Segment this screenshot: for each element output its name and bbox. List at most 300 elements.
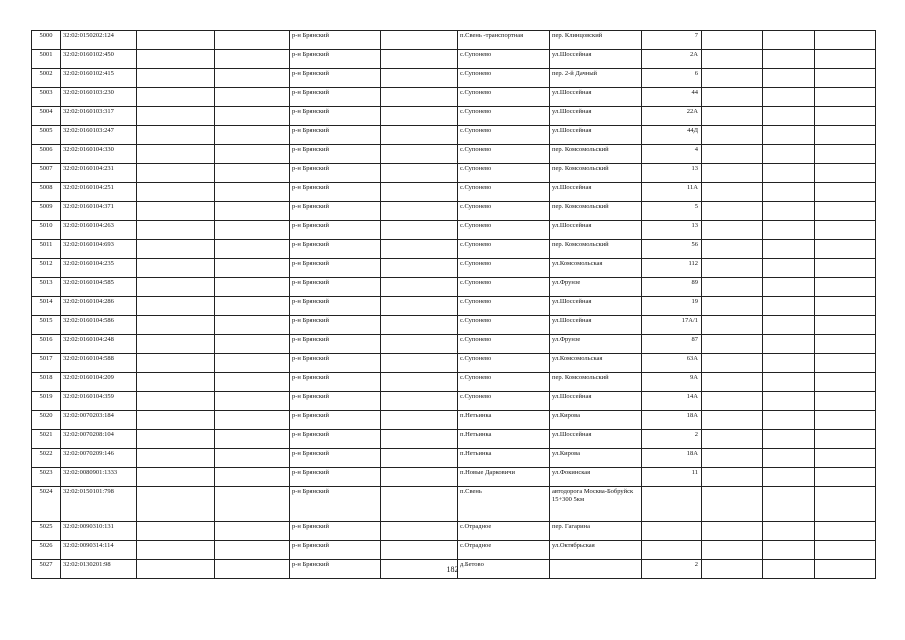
cadastral-number-cell: 32:02:0160102:450 bbox=[61, 50, 137, 69]
locality-cell: с.Супонево bbox=[458, 278, 550, 297]
empty-cell bbox=[763, 31, 815, 50]
empty-cell bbox=[137, 278, 215, 297]
row-number-cell: 5013 bbox=[32, 278, 61, 297]
house-number-cell: 89 bbox=[642, 278, 702, 297]
cadastral-number-cell: 32:02:0160104:585 bbox=[61, 278, 137, 297]
empty-cell bbox=[381, 202, 458, 221]
district-cell: р-н Брянский bbox=[290, 541, 381, 560]
row-number-cell: 5002 bbox=[32, 69, 61, 88]
cadastral-number-cell: 32:02:0070209:146 bbox=[61, 449, 137, 468]
locality-cell: с.Супонево bbox=[458, 202, 550, 221]
street-cell: ул.Шоссейная bbox=[550, 392, 642, 411]
house-number-cell bbox=[642, 522, 702, 541]
locality-cell: с.Супонево bbox=[458, 297, 550, 316]
cadastral-number-cell: 32:02:0160103:247 bbox=[61, 126, 137, 145]
empty-cell bbox=[137, 126, 215, 145]
street-cell: ул.Фрунзе bbox=[550, 335, 642, 354]
empty-cell bbox=[137, 541, 215, 560]
street-cell: ул.Шоссейная bbox=[550, 297, 642, 316]
empty-cell bbox=[381, 373, 458, 392]
cadastral-number-cell: 32:02:0160104:371 bbox=[61, 202, 137, 221]
empty-cell bbox=[137, 183, 215, 202]
row-number-cell: 5026 bbox=[32, 541, 61, 560]
row-number-cell: 5001 bbox=[32, 50, 61, 69]
row-number-cell: 5025 bbox=[32, 522, 61, 541]
house-number-cell: 87 bbox=[642, 335, 702, 354]
locality-cell: с.Супонево bbox=[458, 88, 550, 107]
cadastral-number-cell: 32:02:0160104:588 bbox=[61, 354, 137, 373]
row-number-cell: 5008 bbox=[32, 183, 61, 202]
empty-cell bbox=[763, 297, 815, 316]
street-cell: ул.Кирова bbox=[550, 411, 642, 430]
district-cell: р-н Брянский bbox=[290, 164, 381, 183]
street-cell: ул.Комсомольская bbox=[550, 354, 642, 373]
empty-cell bbox=[815, 221, 876, 240]
locality-cell: п.Нетьинка bbox=[458, 449, 550, 468]
empty-cell bbox=[702, 335, 763, 354]
empty-cell bbox=[702, 240, 763, 259]
row-number-cell: 5007 bbox=[32, 164, 61, 183]
locality-cell: с.Супонево bbox=[458, 183, 550, 202]
empty-cell bbox=[215, 278, 290, 297]
district-cell: р-н Брянский bbox=[290, 354, 381, 373]
empty-cell bbox=[815, 202, 876, 221]
cadastral-number-cell: 32:02:0160104:586 bbox=[61, 316, 137, 335]
empty-cell bbox=[702, 487, 763, 522]
street-cell: ул.Шоссейная bbox=[550, 316, 642, 335]
empty-cell bbox=[137, 468, 215, 487]
empty-cell bbox=[815, 468, 876, 487]
locality-cell: п.Нетьинка bbox=[458, 411, 550, 430]
empty-cell bbox=[137, 221, 215, 240]
district-cell: р-н Брянский bbox=[290, 31, 381, 50]
cadastral-number-cell: 32:02:0160104:263 bbox=[61, 221, 137, 240]
empty-cell bbox=[215, 183, 290, 202]
empty-cell bbox=[381, 164, 458, 183]
house-number-cell: 17А/1 bbox=[642, 316, 702, 335]
street-cell: пер. Комсомольский bbox=[550, 145, 642, 164]
empty-cell bbox=[702, 164, 763, 183]
street-cell: пер. 2-й Дачный bbox=[550, 69, 642, 88]
empty-cell bbox=[381, 316, 458, 335]
row-number-cell: 5014 bbox=[32, 297, 61, 316]
locality-cell: д.Бетово bbox=[458, 560, 550, 579]
district-cell: р-н Брянский bbox=[290, 373, 381, 392]
empty-cell bbox=[815, 145, 876, 164]
district-cell: р-н Брянский bbox=[290, 221, 381, 240]
locality-cell: с.Отрадное bbox=[458, 541, 550, 560]
row-number-cell: 5006 bbox=[32, 145, 61, 164]
empty-cell bbox=[215, 164, 290, 183]
empty-cell bbox=[702, 183, 763, 202]
house-number-cell: 112 bbox=[642, 259, 702, 278]
empty-cell bbox=[215, 354, 290, 373]
row-number-cell: 5019 bbox=[32, 392, 61, 411]
house-number-cell: 63А bbox=[642, 354, 702, 373]
empty-cell bbox=[215, 449, 290, 468]
empty-cell bbox=[763, 164, 815, 183]
street-cell: ул.Шоссейная bbox=[550, 126, 642, 145]
empty-cell bbox=[215, 468, 290, 487]
district-cell: р-н Брянский bbox=[290, 468, 381, 487]
district-cell: р-н Брянский bbox=[290, 278, 381, 297]
street-cell: ул.Шоссейная bbox=[550, 107, 642, 126]
empty-cell bbox=[763, 449, 815, 468]
district-cell: р-н Брянский bbox=[290, 126, 381, 145]
table-row bbox=[32, 430, 876, 449]
table-row bbox=[32, 221, 876, 240]
district-cell: р-н Брянский bbox=[290, 335, 381, 354]
district-cell: р-н Брянский bbox=[290, 297, 381, 316]
empty-cell bbox=[702, 411, 763, 430]
house-number-cell: 14А bbox=[642, 392, 702, 411]
district-cell: р-н Брянский bbox=[290, 145, 381, 164]
empty-cell bbox=[215, 240, 290, 259]
cadastral-number-cell: 32:02:0160104:359 bbox=[61, 392, 137, 411]
empty-cell bbox=[137, 522, 215, 541]
empty-cell bbox=[381, 126, 458, 145]
street-cell: пер. Гагарина bbox=[550, 522, 642, 541]
locality-cell: с.Супонево bbox=[458, 259, 550, 278]
locality-cell: с.Супонево bbox=[458, 145, 550, 164]
table-row bbox=[32, 449, 876, 468]
empty-cell bbox=[215, 69, 290, 88]
row-number-cell: 5012 bbox=[32, 259, 61, 278]
cadastral-number-cell: 32:02:0160104:286 bbox=[61, 297, 137, 316]
empty-cell bbox=[815, 50, 876, 69]
empty-cell bbox=[702, 278, 763, 297]
empty-cell bbox=[137, 145, 215, 164]
table-row bbox=[32, 126, 876, 145]
street-cell: ул.Шоссейная bbox=[550, 430, 642, 449]
row-number-cell: 5009 bbox=[32, 202, 61, 221]
empty-cell bbox=[763, 354, 815, 373]
empty-cell bbox=[702, 31, 763, 50]
empty-cell bbox=[763, 107, 815, 126]
empty-cell bbox=[815, 88, 876, 107]
locality-cell: с.Супонево bbox=[458, 69, 550, 88]
empty-cell bbox=[215, 373, 290, 392]
house-number-cell: 4 bbox=[642, 145, 702, 164]
empty-cell bbox=[381, 221, 458, 240]
district-cell: р-н Брянский bbox=[290, 107, 381, 126]
empty-cell bbox=[815, 297, 876, 316]
table-row bbox=[32, 392, 876, 411]
empty-cell bbox=[215, 487, 290, 522]
locality-cell: с.Супонево bbox=[458, 50, 550, 69]
empty-cell bbox=[702, 88, 763, 107]
row-number-cell: 5000 bbox=[32, 31, 61, 50]
street-cell: пер. Клинцовский bbox=[550, 31, 642, 50]
empty-cell bbox=[137, 31, 215, 50]
empty-cell bbox=[815, 373, 876, 392]
cadastral-number-cell: 32:02:0160104:235 bbox=[61, 259, 137, 278]
empty-cell bbox=[137, 107, 215, 126]
street-cell: ул.Октябрьская bbox=[550, 541, 642, 560]
house-number-cell: 13 bbox=[642, 221, 702, 240]
street-cell: ул.Шоссейная bbox=[550, 88, 642, 107]
empty-cell bbox=[137, 392, 215, 411]
empty-cell bbox=[815, 522, 876, 541]
empty-cell bbox=[137, 240, 215, 259]
table-row bbox=[32, 202, 876, 221]
empty-cell bbox=[763, 335, 815, 354]
empty-cell bbox=[137, 373, 215, 392]
empty-cell bbox=[815, 335, 876, 354]
row-number-cell: 5011 bbox=[32, 240, 61, 259]
street-cell: ул.Шоссейная bbox=[550, 50, 642, 69]
cadastral-number-cell: 32:02:0160104:330 bbox=[61, 145, 137, 164]
table-row bbox=[32, 373, 876, 392]
empty-cell bbox=[137, 202, 215, 221]
empty-cell bbox=[815, 316, 876, 335]
table-row bbox=[32, 297, 876, 316]
house-number-cell: 7 bbox=[642, 31, 702, 50]
empty-cell bbox=[381, 88, 458, 107]
house-number-cell: 9А bbox=[642, 373, 702, 392]
empty-cell bbox=[763, 373, 815, 392]
empty-cell bbox=[381, 107, 458, 126]
cadastral-number-cell: 32:02:0160102:415 bbox=[61, 69, 137, 88]
empty-cell bbox=[381, 50, 458, 69]
house-number-cell bbox=[642, 487, 702, 522]
empty-cell bbox=[137, 354, 215, 373]
row-number-cell: 5023 bbox=[32, 468, 61, 487]
empty-cell bbox=[381, 297, 458, 316]
empty-cell bbox=[702, 69, 763, 88]
house-number-cell: 2 bbox=[642, 560, 702, 579]
empty-cell bbox=[815, 69, 876, 88]
empty-cell bbox=[763, 468, 815, 487]
district-cell: р-н Брянский bbox=[290, 487, 381, 522]
empty-cell bbox=[702, 297, 763, 316]
district-cell: р-н Брянский bbox=[290, 392, 381, 411]
table-row bbox=[32, 316, 876, 335]
cadastral-number-cell: 32:02:0080901:1333 bbox=[61, 468, 137, 487]
street-cell: пер. Комсомольский bbox=[550, 240, 642, 259]
empty-cell bbox=[815, 430, 876, 449]
cadastral-number-cell: 32:02:0090310:131 bbox=[61, 522, 137, 541]
empty-cell bbox=[702, 107, 763, 126]
house-number-cell bbox=[642, 541, 702, 560]
empty-cell bbox=[815, 392, 876, 411]
empty-cell bbox=[215, 259, 290, 278]
empty-cell bbox=[815, 541, 876, 560]
street-cell: ул.Комсомольская bbox=[550, 259, 642, 278]
empty-cell bbox=[763, 522, 815, 541]
empty-cell bbox=[381, 240, 458, 259]
empty-cell bbox=[815, 240, 876, 259]
table-row bbox=[32, 145, 876, 164]
street-cell: пер. Комсомольский bbox=[550, 373, 642, 392]
table-row bbox=[32, 183, 876, 202]
house-number-cell: 19 bbox=[642, 297, 702, 316]
empty-cell bbox=[381, 31, 458, 50]
row-number-cell: 5004 bbox=[32, 107, 61, 126]
empty-cell bbox=[763, 126, 815, 145]
cadastral-number-cell: 32:02:0150101:798 bbox=[61, 487, 137, 522]
empty-cell bbox=[381, 259, 458, 278]
cadastral-number-cell: 32:02:0160104:248 bbox=[61, 335, 137, 354]
empty-cell bbox=[215, 202, 290, 221]
empty-cell bbox=[702, 202, 763, 221]
cadastral-number-cell: 32:02:0160104:251 bbox=[61, 183, 137, 202]
empty-cell bbox=[763, 240, 815, 259]
cadastral-number-cell: 32:02:0160104:209 bbox=[61, 373, 137, 392]
district-cell: р-н Брянский bbox=[290, 522, 381, 541]
locality-cell: с.Супонево bbox=[458, 354, 550, 373]
row-number-cell: 5020 bbox=[32, 411, 61, 430]
empty-cell bbox=[137, 335, 215, 354]
locality-cell: с.Отрадное bbox=[458, 522, 550, 541]
empty-cell bbox=[702, 126, 763, 145]
street-cell: ул.Шоссейная bbox=[550, 221, 642, 240]
empty-cell bbox=[215, 297, 290, 316]
house-number-cell: 5 bbox=[642, 202, 702, 221]
empty-cell bbox=[702, 392, 763, 411]
empty-cell bbox=[381, 411, 458, 430]
empty-cell bbox=[381, 335, 458, 354]
district-cell: р-н Брянский bbox=[290, 183, 381, 202]
table-row bbox=[32, 164, 876, 183]
empty-cell bbox=[215, 107, 290, 126]
empty-cell bbox=[763, 145, 815, 164]
district-cell: р-н Брянский bbox=[290, 240, 381, 259]
cadastral-number-cell: 32:02:0160104:693 bbox=[61, 240, 137, 259]
empty-cell bbox=[381, 468, 458, 487]
empty-cell bbox=[815, 354, 876, 373]
empty-cell bbox=[702, 354, 763, 373]
empty-cell bbox=[815, 107, 876, 126]
locality-cell: с.Супонево bbox=[458, 126, 550, 145]
empty-cell bbox=[215, 316, 290, 335]
locality-cell: с.Супонево bbox=[458, 164, 550, 183]
empty-cell bbox=[381, 69, 458, 88]
empty-cell bbox=[702, 221, 763, 240]
empty-cell bbox=[215, 392, 290, 411]
empty-cell bbox=[763, 392, 815, 411]
locality-cell: с.Супонево bbox=[458, 392, 550, 411]
page-number: 182 bbox=[446, 565, 459, 574]
street-cell: ул.Фокинская bbox=[550, 468, 642, 487]
table-row bbox=[32, 468, 876, 487]
empty-cell bbox=[137, 449, 215, 468]
locality-cell: п.Свень -транспортная bbox=[458, 31, 550, 50]
street-cell: ул.Шоссейная bbox=[550, 183, 642, 202]
empty-cell bbox=[763, 50, 815, 69]
table-row bbox=[32, 31, 876, 50]
empty-cell bbox=[137, 164, 215, 183]
house-number-cell: 2 bbox=[642, 430, 702, 449]
row-number-cell: 5027 bbox=[32, 560, 61, 579]
empty-cell bbox=[815, 278, 876, 297]
district-cell: р-н Брянский bbox=[290, 50, 381, 69]
registry-table bbox=[31, 30, 876, 579]
empty-cell bbox=[137, 411, 215, 430]
empty-cell bbox=[763, 278, 815, 297]
empty-cell bbox=[381, 354, 458, 373]
empty-cell bbox=[137, 50, 215, 69]
empty-cell bbox=[815, 449, 876, 468]
empty-cell bbox=[763, 541, 815, 560]
street-cell: ул.Кирова bbox=[550, 449, 642, 468]
empty-cell bbox=[702, 50, 763, 69]
house-number-cell: 2А bbox=[642, 50, 702, 69]
empty-cell bbox=[215, 88, 290, 107]
street-cell: автодорога Москва-Бобруйск 15+300 5км bbox=[550, 487, 642, 522]
cadastral-number-cell: 32:02:0070203:184 bbox=[61, 411, 137, 430]
district-cell: р-н Брянский bbox=[290, 202, 381, 221]
empty-cell bbox=[215, 126, 290, 145]
table-row bbox=[32, 541, 876, 560]
empty-cell bbox=[763, 69, 815, 88]
empty-cell bbox=[215, 145, 290, 164]
empty-cell bbox=[381, 278, 458, 297]
empty-cell bbox=[215, 221, 290, 240]
row-number-cell: 5015 bbox=[32, 316, 61, 335]
table-row bbox=[32, 240, 876, 259]
house-number-cell: 13 bbox=[642, 164, 702, 183]
empty-cell bbox=[815, 487, 876, 522]
empty-cell bbox=[215, 411, 290, 430]
empty-cell bbox=[137, 487, 215, 522]
empty-cell bbox=[702, 430, 763, 449]
empty-cell bbox=[215, 541, 290, 560]
table-row bbox=[32, 522, 876, 541]
empty-cell bbox=[815, 31, 876, 50]
locality-cell: п.Нетьинка bbox=[458, 430, 550, 449]
locality-cell: с.Супонево bbox=[458, 221, 550, 240]
empty-cell bbox=[215, 50, 290, 69]
empty-cell bbox=[763, 221, 815, 240]
empty-cell bbox=[702, 449, 763, 468]
empty-cell bbox=[702, 145, 763, 164]
empty-cell bbox=[815, 126, 876, 145]
locality-cell: с.Супонево bbox=[458, 316, 550, 335]
empty-cell bbox=[815, 183, 876, 202]
empty-cell bbox=[763, 88, 815, 107]
house-number-cell: 56 bbox=[642, 240, 702, 259]
house-number-cell: 11 bbox=[642, 468, 702, 487]
empty-cell bbox=[137, 297, 215, 316]
house-number-cell: 18А bbox=[642, 449, 702, 468]
empty-cell bbox=[381, 183, 458, 202]
empty-cell bbox=[763, 183, 815, 202]
table-row bbox=[32, 259, 876, 278]
empty-cell bbox=[763, 487, 815, 522]
row-number-cell: 5021 bbox=[32, 430, 61, 449]
empty-cell bbox=[702, 468, 763, 487]
locality-cell: п.Новые Дарковичи bbox=[458, 468, 550, 487]
empty-cell bbox=[215, 335, 290, 354]
locality-cell: с.Супонево bbox=[458, 335, 550, 354]
locality-cell: с.Супонево bbox=[458, 107, 550, 126]
house-number-cell: 22А bbox=[642, 107, 702, 126]
table-row bbox=[32, 335, 876, 354]
empty-cell bbox=[215, 522, 290, 541]
locality-cell: с.Супонево bbox=[458, 373, 550, 392]
district-cell: р-н Брянский bbox=[290, 88, 381, 107]
empty-cell bbox=[702, 541, 763, 560]
empty-cell bbox=[702, 259, 763, 278]
empty-cell bbox=[763, 202, 815, 221]
cadastral-number-cell: 32:02:0160103:230 bbox=[61, 88, 137, 107]
cadastral-number-cell: 32:02:0150202:124 bbox=[61, 31, 137, 50]
empty-cell bbox=[815, 259, 876, 278]
empty-cell bbox=[763, 411, 815, 430]
empty-cell bbox=[702, 373, 763, 392]
empty-cell bbox=[215, 430, 290, 449]
